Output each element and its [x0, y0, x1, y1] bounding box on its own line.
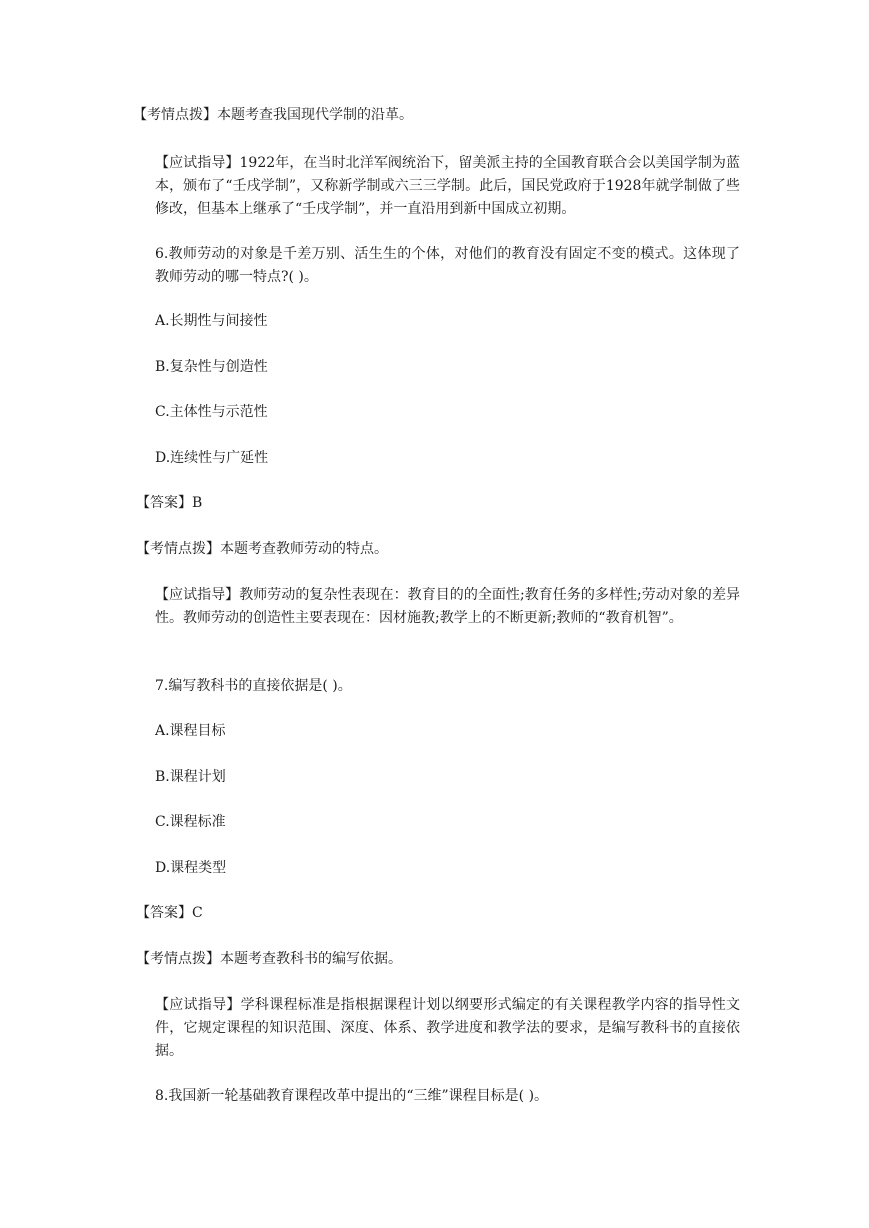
guidance-paragraph-q5: 【应试指导】1922年，在当时北洋军阀统治下，留美派主持的全国教育联合会以美国学制为蓝本，颁布了“壬戌学制”，又称新学制或六三三学制。此后，国民党政府于1928年就学制做了些修改，但基本上继承了“壬戌学制”，并一直沿用到新中国成立初期。 — [155, 155, 740, 217]
question-7-option-a: A.课程目标 — [155, 723, 226, 739]
analysis-paragraph-q7: 【考情点拨】本题考查教科书的编写依据。 — [136, 951, 402, 967]
question-6-option-b: B.复杂性与创造性 — [155, 359, 268, 375]
question-6-option-d: D.连续性与广延性 — [155, 450, 269, 466]
question-7-option-c: C.课程标准 — [155, 814, 226, 830]
question-6-option-a: A.长期性与间接性 — [155, 313, 268, 329]
analysis-paragraph-q6: 【考情点拨】本题考查教师劳动的特点。 — [136, 541, 388, 557]
question-6-answer: 【答案】B — [136, 495, 203, 511]
question-7-option-d: D.课程类型 — [155, 860, 227, 876]
question-7-option-b: B.课程计划 — [155, 769, 226, 785]
question-7-answer: 【答案】C — [136, 905, 203, 921]
guidance-paragraph-q6: 【应试指导】教师劳动的复杂性表现在：教育目的的全面性;教育任务的多样性;劳动对象的差异性。教师劳动的创造性主要表现在：因材施教;教学上的不断更新;教师的“教育机智”。 — [155, 587, 740, 626]
question-8-stem: 8.我国新一轮基础教育课程改革中提出的“三维”课程目标是( )。 — [155, 1088, 549, 1104]
question-7-stem: 7.编写教科书的直接依据是( )。 — [155, 678, 352, 694]
question-6-option-c: C.主体性与示范性 — [155, 404, 268, 420]
guidance-paragraph-q7: 【应试指导】学科课程标准是指根据课程计划以纲要形式编定的有关课程教学内容的指导性文件，它规定课程的知识范围、深度、体系、教学进度和教学法的要求，是编写教科书的直接依据。 — [155, 997, 740, 1059]
question-6-stem: 6.教师劳动的对象是千差万别、活生生的个体，对他们的教育没有固定不变的模式。这体现了教师劳动的哪一特点?( )。 — [155, 246, 740, 285]
analysis-paragraph-q5: 【考情点拨】本题考查我国现代学制的沿革。 — [133, 107, 413, 123]
